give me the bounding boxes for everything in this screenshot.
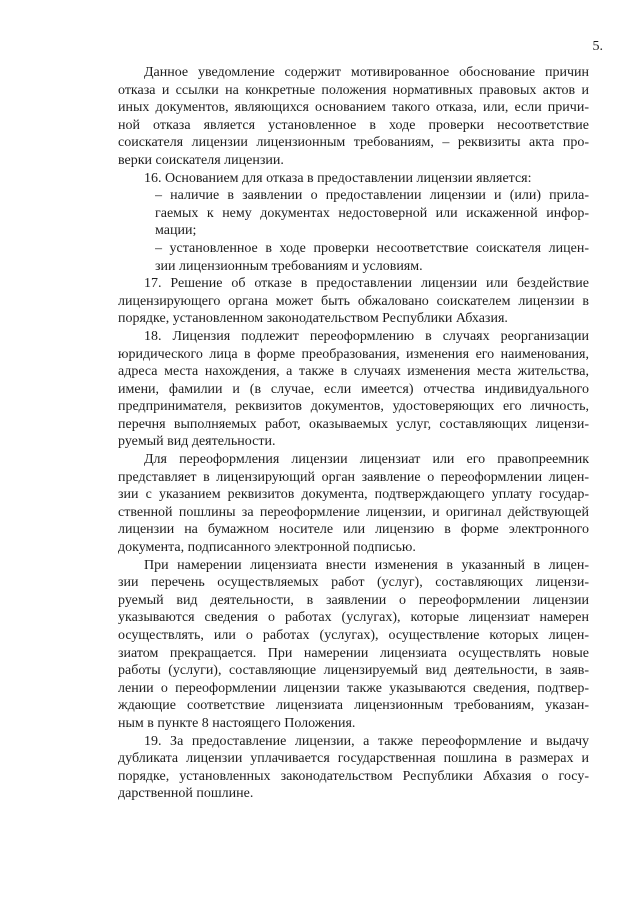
text-line: лицензирующего органа может быть обжаловано соискателем лицензии в xyxy=(118,293,589,309)
text-line: указываются сведения о работах (услугах), которые лицензиат намерен xyxy=(118,610,589,626)
text-line: юридического лица в форме преобразования, изменения его наименования, xyxy=(118,346,589,362)
text-line: отказа и ссылки на конкретные положения нормативных правовых актов и xyxy=(118,82,589,98)
text-line: зии лицензионным требованиям и условиям. xyxy=(155,258,423,274)
text-line: работы (услуги), составляющие лицензируемый вид деятельности, в заяв- xyxy=(118,663,589,679)
text-line: Для переоформления лицензии лицензиат или его правопреемник xyxy=(144,452,589,468)
text-line: адреса места нахождения, а также в случаях изменения места жительства, xyxy=(118,364,589,380)
text-line: перечня выполняемых работ, оказываемых услуг, составляющих лицензи- xyxy=(118,416,589,432)
text-line: иных документов, являющихся основанием такого отказа, или, если причи- xyxy=(118,100,589,116)
text-line: представляет в лицензирующий орган заявление о переоформлении лицен- xyxy=(118,469,589,485)
text-line: порядке, установленном законодательством Республики Абхазия. xyxy=(118,311,508,327)
text-line: порядке, установленных законодательством Республики Абхазия о госу- xyxy=(118,768,589,784)
text-line: соискателя лицензии лицензионным требованиям, – реквизиты акта про- xyxy=(118,135,589,151)
text-line: осуществлять, или о работах (услугах), осуществление которых лицен- xyxy=(118,628,589,643)
text-line: 19. За предоставление лицензии, а также переоформление и выдачу xyxy=(144,733,589,749)
text-line: зии с указанием реквизитов документа, подтверждающего уплату государ- xyxy=(118,487,589,503)
text-line: руемый вид деятельности, в заявлении о переоформлении лицензии xyxy=(118,592,589,608)
text-line: ной отказа является установленное в ходе проверки несоответствие xyxy=(118,117,589,133)
text-line: предпринимателя, реквизитов документов, удостоверяющих его личность, xyxy=(118,399,589,415)
paragraph-19 xyxy=(118,733,589,803)
text-line: При намерении лицензиата внести изменения в указанный в лицен- xyxy=(144,557,589,573)
document-body xyxy=(118,64,589,803)
text-line: верки соискателя лицензии. xyxy=(118,152,284,168)
text-line: документа, подписанного электронной подписью. xyxy=(118,540,416,556)
text-line: ным в пункте 8 настоящего Положения. xyxy=(118,715,356,731)
text-line: – установленное в ходе проверки несоответствие соискателя лицен- xyxy=(155,240,589,256)
paragraph-18 xyxy=(118,328,589,451)
text-line: Данное уведомление содержит мотивированное обоснование причин xyxy=(144,65,589,80)
page-number: 5. xyxy=(592,39,603,54)
text-line: 17. Решение об отказе в предоставлении лицензии или бездействие xyxy=(144,276,589,292)
text-line: имени, фамилии и (в случае, если имеется) отчества индивидуального xyxy=(118,381,589,397)
text-line: руемый вид деятельности. xyxy=(118,434,276,450)
text-line: зиатом прекращается. При намерении лицензиата осуществлять новые xyxy=(118,645,589,661)
text-line: ственной пошлины за переоформление лицензии, и оригинал действующей xyxy=(118,504,589,520)
text-line: 18. Лицензия подлежит переоформлению в случаях реорганизации xyxy=(144,328,589,344)
text-line: ждающие соответствие лицензиата лицензионным требованиям, указан- xyxy=(118,698,589,714)
paragraph-17 xyxy=(118,275,589,328)
text-line: – наличие в заявлении о предоставлении лицензии и (или) прила- xyxy=(155,188,589,204)
paragraph-16 xyxy=(118,170,589,188)
text-line: 16. Основанием для отказа в предоставлении лицензии является: xyxy=(144,170,532,186)
paragraph-notice-content xyxy=(118,64,589,170)
text-line: лицензии на бумажном носителе или лицензию в форме электронного xyxy=(118,522,589,538)
paragraph-16-item-b xyxy=(118,240,589,275)
text-line: дарственной пошлине. xyxy=(118,786,254,802)
text-line: гаемых к нему документах недостоверной или искаженной инфор- xyxy=(155,205,589,221)
paragraph-18-changes xyxy=(118,557,589,733)
text-line: дубликата лицензии уплачивается государственная пошлина в размерах и xyxy=(118,751,589,767)
paragraph-18-reissue xyxy=(118,451,589,557)
text-line: зии перечень осуществляемых работ (услуг), составляющих лицензи- xyxy=(118,575,589,591)
paragraph-16-item-a xyxy=(118,187,589,240)
text-line: мации; xyxy=(155,223,197,239)
text-line: лении о переоформлении лицензии также указываются сведения, подтвер- xyxy=(118,680,589,696)
